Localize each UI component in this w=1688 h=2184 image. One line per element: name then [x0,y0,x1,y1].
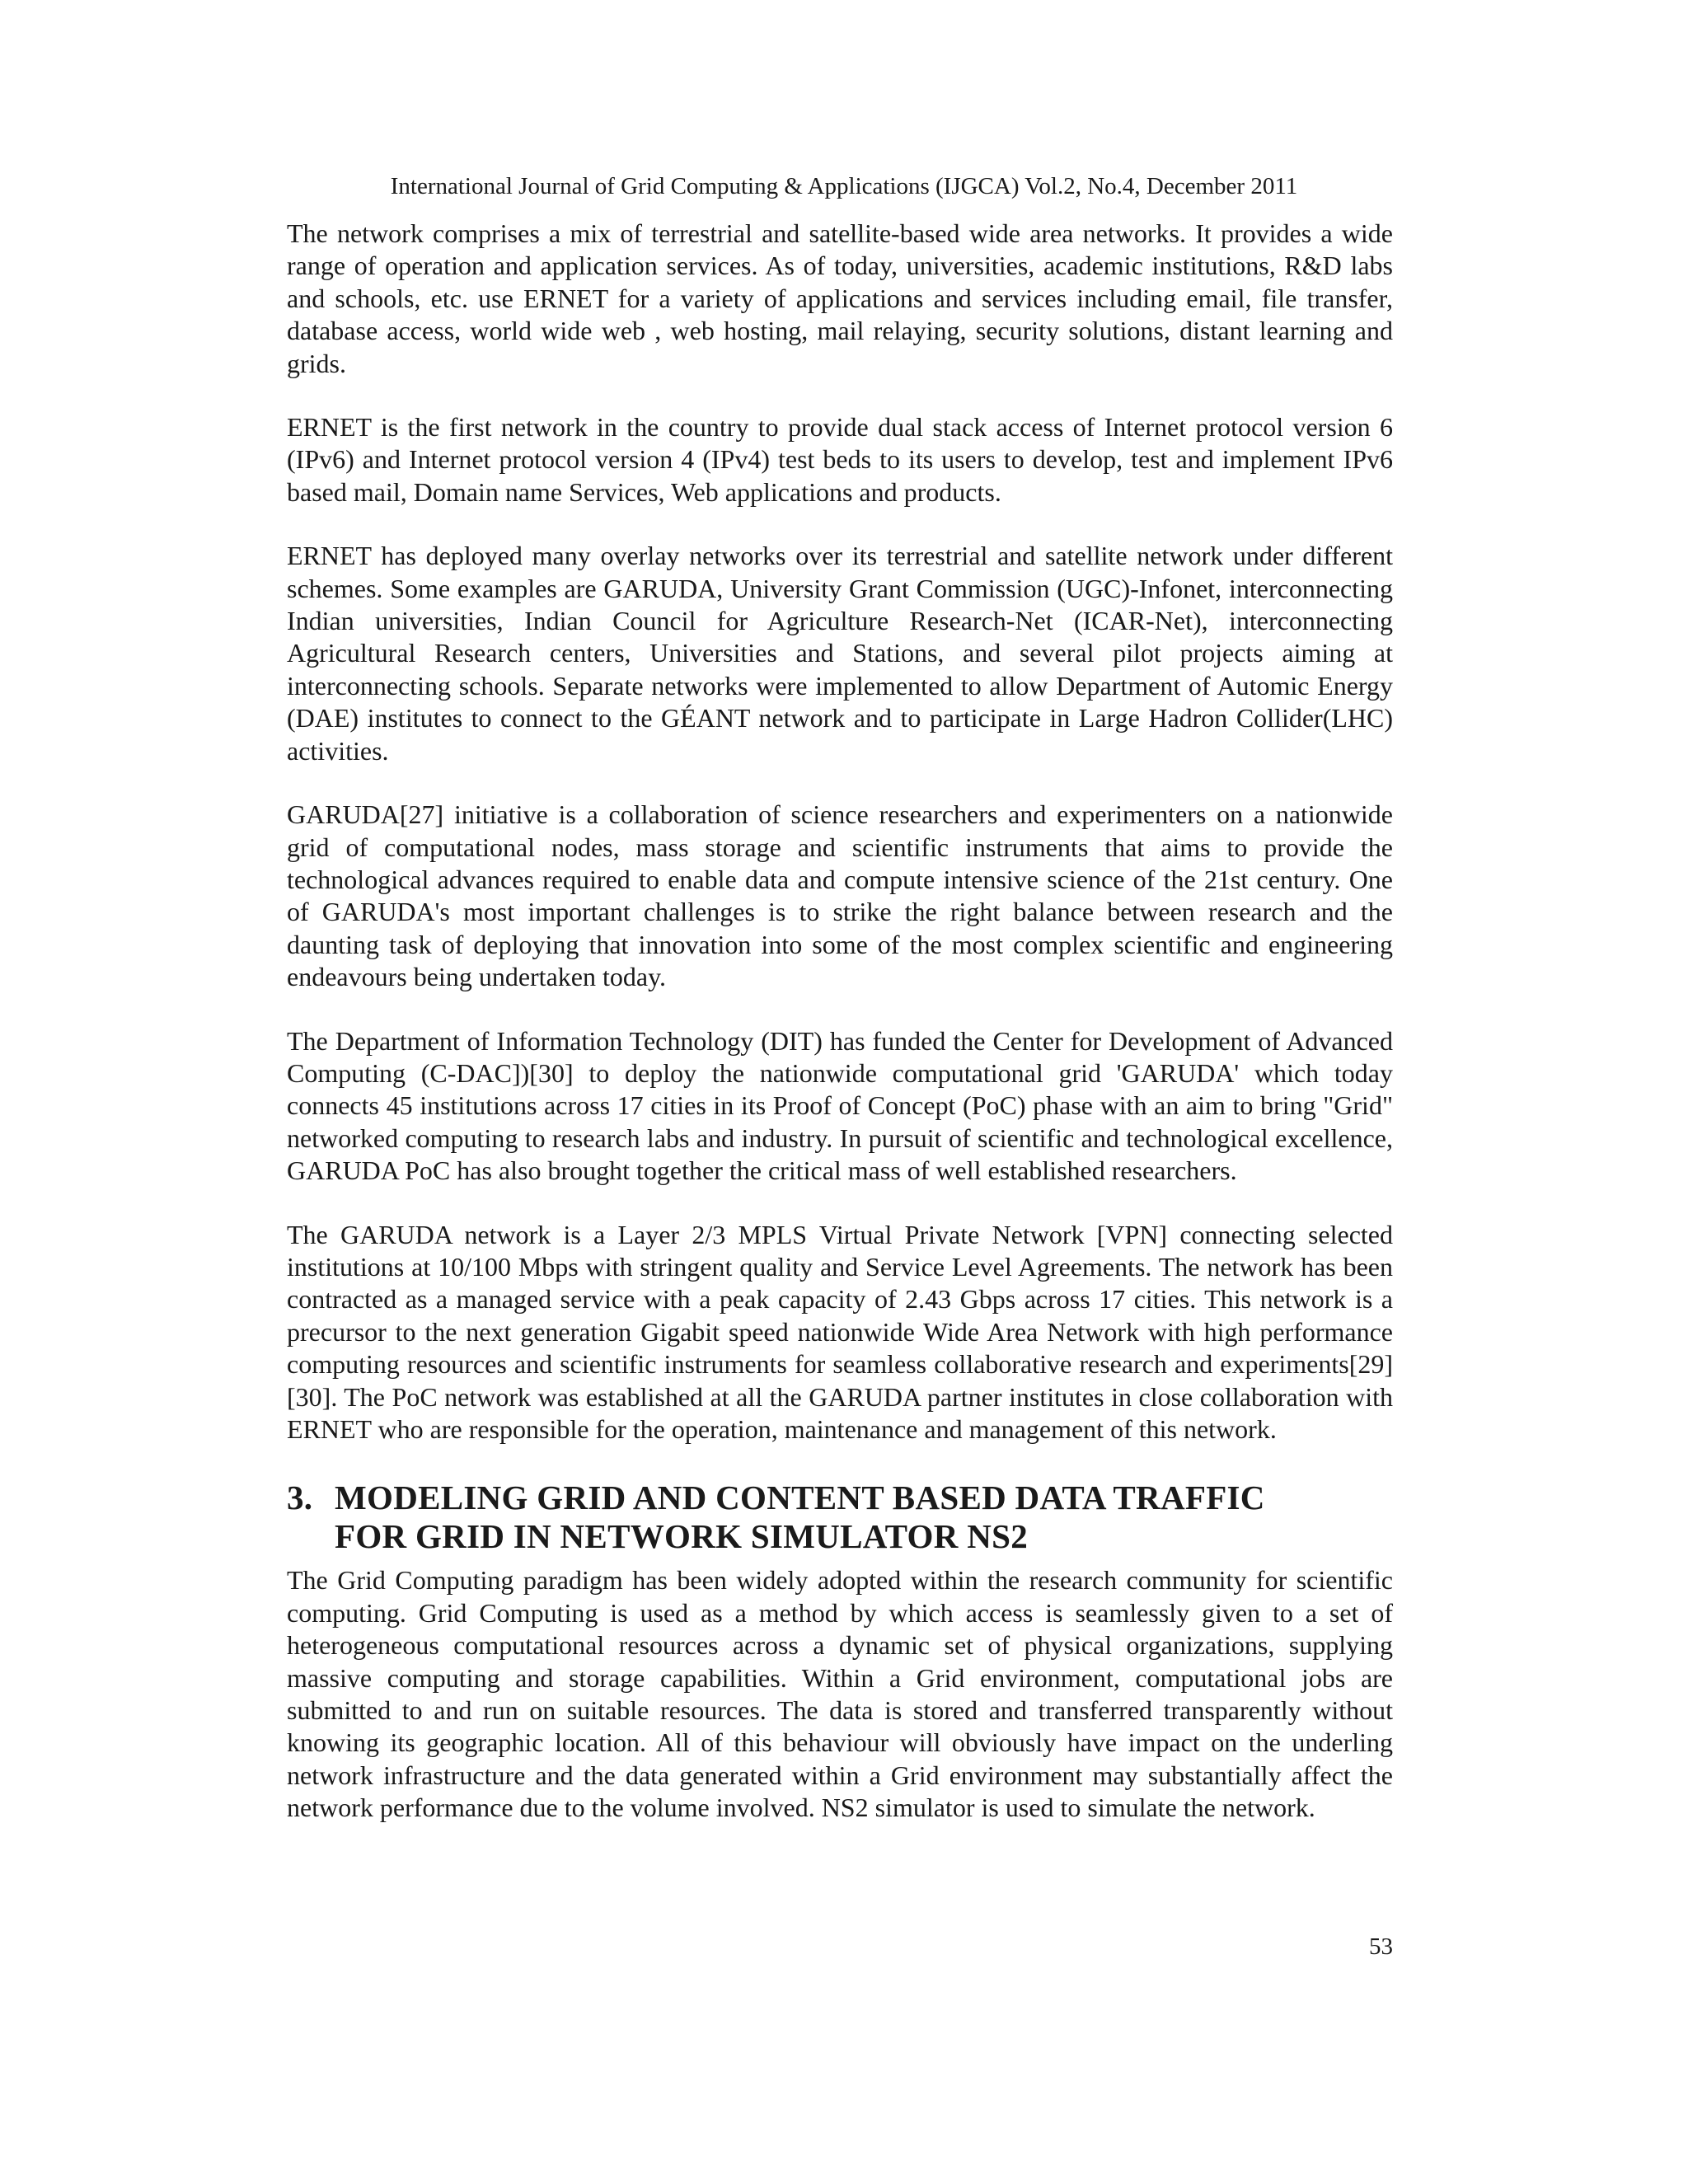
paragraph-garuda-initiative: GARUDA[27] initiative is a collaboration of science researchers and experimenters on a nationwide grid of computational nodes, mass storage and scientific instruments that aims to provide the technological advances required to enable data and compute intensive science of the 21st century. One of GARUDA's most important challenges is to strike the right balance between research and the daunting task of deploying that innovation into some of the most complex scientific and engineering endeavours being undertaken today. [287,799,1393,992]
section-title-line-1: MODELING GRID AND CONTENT BASED DATA TRAFFIC [335,1479,1265,1517]
body-text [287,218,1393,1825]
paragraph-ernet-overlay: ERNET has deployed many overlay networks over its terrestrial and satellite network under different schemes. Some examples are GARUDA, University Grant Commission (UGC)-Infonet, interconnecting Indian universities, Indian Council for Agriculture Research-Net (ICAR-Net), interconnecting Agricultural Research centers, Universities and Stations, and several pilot projects aiming at interconnecting schools. Separate networks were implemented to allow Department of Automic Energy (DAE) institutes to connect to the GÉANT network and to participate in Large Hadron Collider(LHC) activities. [287,541,1393,766]
paragraph-ernet-overview: The network comprises a mix of terrestrial and satellite-based wide area networks. It provides a wide range of operation and application services. As of today, universities, academic institutions, R&D labs and schools, etc. use ERNET for a variety of applications and services including email, file transfer, database access, world wide web , web hosting, mail relaying, security solutions, distant learning and grids. [287,218,1393,378]
paragraph-dit-funding: The Department of Information Technology (DIT) has funded the Center for Development of Advanced Computing (C-DAC])[30] to deploy the nationwide computational grid 'GARUDA' which today connects 45 institutions across 17 cities in its Proof of Concept (PoC) phase with an aim to bring "Grid" networked computing to research labs and industry. In pursuit of scientific and technological excellence, GARUDA PoC has also brought together the critical mass of well established researchers. [287,1025,1393,1186]
section-title-line-2: FOR GRID IN NETWORK SIMULATOR NS2 [335,1517,1029,1556]
section-number: 3. [287,1479,313,1517]
section-title [335,1479,1393,1556]
paragraph-grid-computing: The Grid Computing paradigm has been widely adopted within the research community for scientific computing. Grid Computing is used as a method by which access is seamlessly given to a set of heterogeneous computational resources across a dynamic set of physical organizations, supplying massive computing and storage capabilities. Within a Grid environment, computational jobs are submitted to and run on suitable resources. The data is stored and transferred transparently without knowing its geographic location. All of this behaviour will obviously have impact on the underling network infrastructure and the data generated within a Grid environment may substantially affect the network performance due to the volume involved. NS2 simulator is used to simulate the network. [287,1565,1393,1823]
page-number: 53 [1369,1933,1393,1960]
paragraph-garuda-network: The GARUDA network is a Layer 2/3 MPLS Virtual Private Network [VPN] connecting selected institutions at 10/100 Mbps with stringent quality and Service Level Agreements. The network has been contracted as a managed service with a peak capacity of 2.43 Gbps across 17 cities. This network is a precursor to the next generation Gigabit speed nationwide Wide Area Network with high performance computing resources and scientific instruments for seamless collaborative research and experiments[29][30]. The PoC network was established at all the GARUDA partner institutes in close collaboration with ERNET who are responsible for the operation, maintenance and management of this network. [287,1219,1393,1444]
section-heading [287,1479,1393,1556]
running-header: International Journal of Grid Computing & Applications (IJGCA) Vol.2, No.4, December 2011 [390,173,1298,199]
paragraph-ernet-ipv6: ERNET is the first network in the country to provide dual stack access of Internet protocol version 6 (IPv6) and Internet protocol version 4 (IPv4) test beds to its users to develop, test and implement IPv6 based mail, Domain name Services, Web applications and products. [287,412,1393,507]
